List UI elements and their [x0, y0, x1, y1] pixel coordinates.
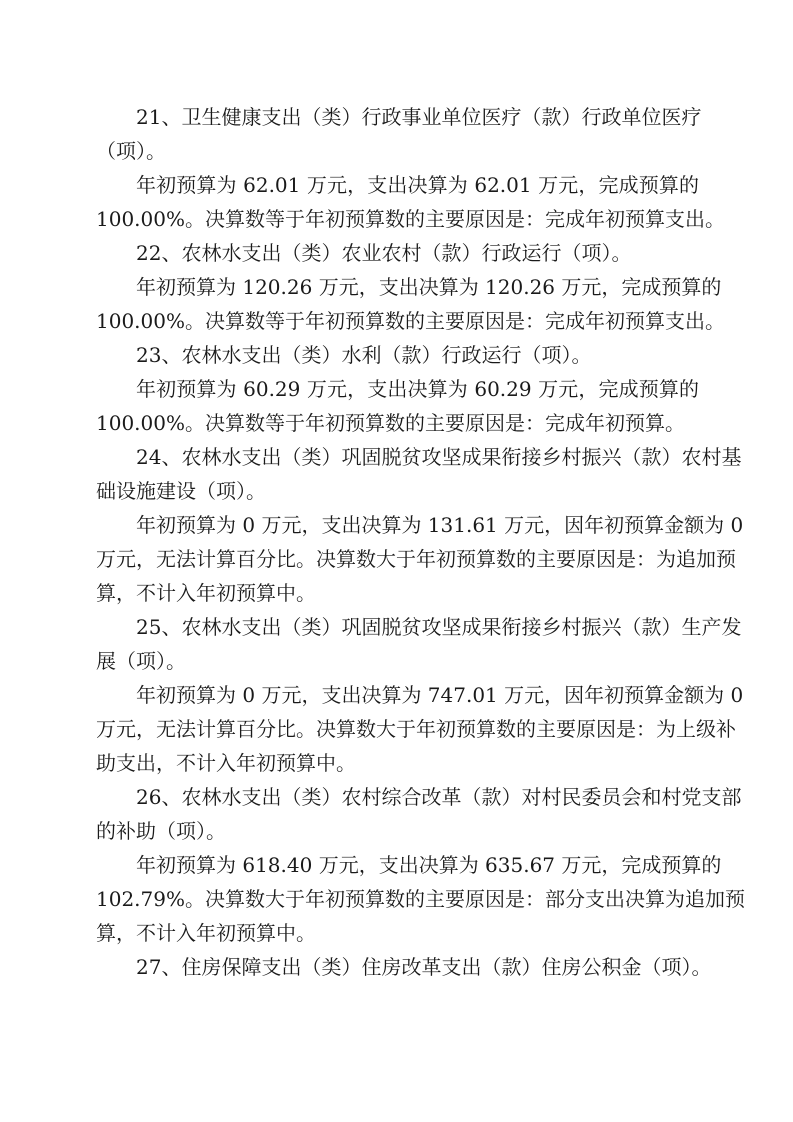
- text-line: 25、农林水支出（类）巩固脱贫攻坚成果衔接乡村振兴（款）生产发: [136, 615, 742, 639]
- paragraph-21-heading: [96, 100, 702, 168]
- paragraph-26-body: [96, 848, 745, 950]
- text-line: 年初预算为 0 万元，支出决算为 131.61 万元，因年初预算金额为 0: [136, 513, 744, 537]
- text-line: 26、农林水支出（类）农村综合改革（款）对村民委员会和村党支部: [136, 785, 742, 809]
- text-line: 年初预算为 60.29 万元，支出决算为 60.29 万元，完成预算的: [136, 377, 699, 401]
- paragraph-23-heading: [96, 338, 699, 372]
- text-line: 万元，无法计算百分比。决算数大于年初预算数的主要原因是：为上级补: [96, 717, 736, 741]
- paragraph-22-heading: [96, 236, 699, 270]
- text-line: 年初预算为 0 万元，支出决算为 747.01 万元，因年初预算金额为 0: [136, 683, 744, 707]
- text-line: （项）。: [96, 139, 166, 163]
- paragraph-22-body: [96, 270, 725, 338]
- paragraph-27-heading: [96, 950, 712, 984]
- text-line: 21、卫生健康支出（类）行政事业单位医疗（款）行政单位医疗: [136, 105, 702, 129]
- text-line: 年初预算为 120.26 万元，支出决算为 120.26 万元，完成预算的: [136, 275, 722, 299]
- paragraph-25-body: [96, 678, 744, 780]
- paragraph-23-body: [96, 372, 699, 440]
- text-line: 23、农林水支出（类）水利（款）行政运行（项）。: [136, 343, 592, 367]
- paragraph-26-heading: [96, 780, 742, 848]
- text-line: 年初预算为 62.01 万元，支出决算为 62.01 万元，完成预算的: [136, 173, 699, 197]
- text-line: 础设施建设（项）。: [96, 479, 266, 503]
- paragraph-21-body: [96, 168, 725, 236]
- paragraph-24-heading: [96, 440, 742, 508]
- text-line: 助支出，不计入年初预算中。: [96, 751, 356, 775]
- text-line: 102.79%。决算数大于年初预算数的主要原因是：部分支出决算为追加预: [96, 887, 745, 911]
- paragraph-24-body: [96, 508, 744, 610]
- text-line: 年初预算为 618.40 万元，支出决算为 635.67 万元，完成预算的: [136, 853, 722, 877]
- text-line: 27、住房保障支出（类）住房改革支出（款）住房公积金（项）。: [136, 955, 712, 979]
- text-line: 100.00%。决算数等于年初预算数的主要原因是：完成年初预算支出。: [96, 207, 725, 231]
- text-line: 算，不计入年初预算中。: [96, 581, 316, 605]
- document-body: [96, 100, 745, 984]
- text-line: 100.00%。决算数等于年初预算数的主要原因是：完成年初预算。: [96, 411, 685, 435]
- text-line: 万元，无法计算百分比。决算数大于年初预算数的主要原因是：为追加预: [96, 547, 736, 571]
- paragraph-25-heading: [96, 610, 742, 678]
- text-line: 展（项）。: [96, 649, 186, 673]
- text-line: 22、农林水支出（类）农业农村（款）行政运行（项）。: [136, 241, 632, 265]
- text-line: 的补助（项）。: [96, 819, 226, 843]
- text-line: 24、农林水支出（类）巩固脱贫攻坚成果衔接乡村振兴（款）农村基: [136, 445, 742, 469]
- text-line: 100.00%。决算数等于年初预算数的主要原因是：完成年初预算支出。: [96, 309, 725, 333]
- text-line: 算，不计入年初预算中。: [96, 921, 316, 945]
